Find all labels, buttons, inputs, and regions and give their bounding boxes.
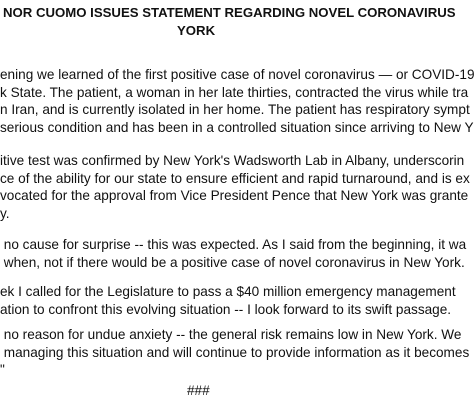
paragraph-line: " [0,362,5,377]
paragraph-line: managing this situation and will continue to provide information as it becomes [0,344,470,360]
paragraph-risk [0,326,470,379]
paragraph-legislature [0,283,456,318]
paragraph-line: no cause for surprise -- this was expected. As I said from the beginning, it wa [0,237,467,252]
paragraph-line: no reason for undue anxiety -- the general risk remains low in New York. We [0,327,462,342]
paragraph-line: y. [0,205,10,221]
headline-line-1: NOR CUOMO ISSUES STATEMENT REGARDING NOVEL CORONAVIRUS [3,5,456,20]
paragraph-line: ce of the ability for our state to ensure efficient and rapid turnaround, and is ex [0,170,470,186]
paragraph-line: serious condition and has been in a controlled situation since arriving to New Y [0,119,474,135]
paragraph-test-confirmation [0,152,470,222]
paragraph-line: itive test was confirmed by New York's Wadsworth Lab in Albany, underscorin [0,153,465,168]
paragraph-line: n Iran, and is currently isolated in her home. The patient has respiratory sympt [0,102,470,117]
headline [0,0,456,72]
paragraph-line: when, not if there would be a positive case of novel coronavirus in New York. [0,254,465,270]
paragraph-line: vocated for the approval from Vice President Pence that New York was grante [0,188,469,203]
paragraph-line: ek I called for the Legislature to pass a $40 million emergency management [0,284,456,299]
paragraph-line: ening we learned of the first positive case of novel coronavirus — or COVID-19 [0,67,475,82]
headline-line-2: YORK [177,23,216,38]
end-mark: ### [187,383,210,398]
paragraph-line: ation to confront this evolving situation -- I look forward to its swift passage. [0,301,452,317]
paragraph-first-case [0,66,475,136]
paragraph-expected [0,236,467,271]
paragraph-line: k State. The patient, a woman in her late thirties, contracted the virus while tra [0,84,469,100]
